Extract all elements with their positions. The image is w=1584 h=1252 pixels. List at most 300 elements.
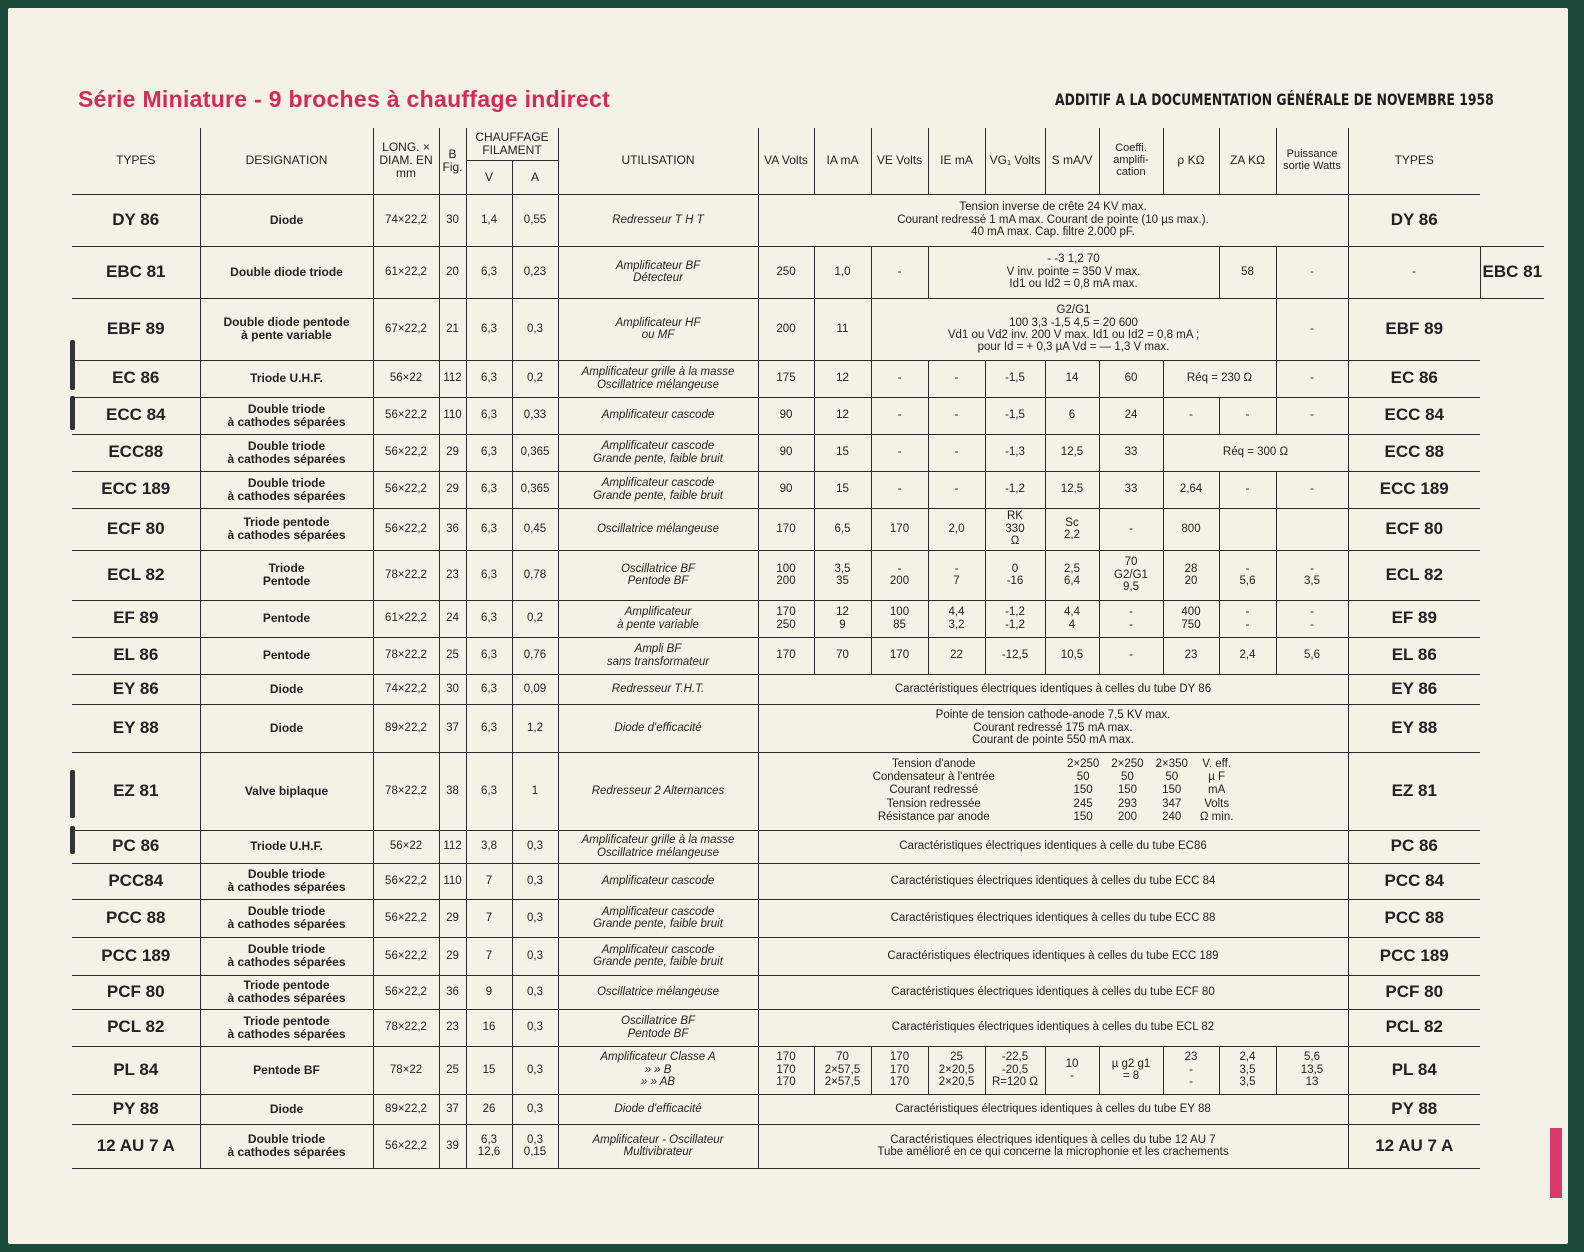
tube-type-right: PL 84 bbox=[1348, 1046, 1480, 1094]
figure: 110 bbox=[439, 397, 466, 434]
figure: 23 bbox=[439, 1009, 466, 1046]
ia: 3,5 35 bbox=[814, 550, 871, 600]
dimensions: 56×22,2 bbox=[373, 508, 439, 550]
rho: 58 bbox=[1219, 246, 1276, 298]
utilisation: Amplificateur - Oscillateur Multivibrateur bbox=[558, 1124, 758, 1168]
coefficient: 60 bbox=[1099, 360, 1163, 397]
designation: Triode U.H.F. bbox=[200, 360, 373, 397]
figure: 112 bbox=[439, 360, 466, 397]
dimensions: 61×22,2 bbox=[373, 246, 439, 298]
ie: - bbox=[928, 397, 985, 434]
coefficient: - bbox=[1099, 508, 1163, 550]
ia: 12 bbox=[814, 397, 871, 434]
dimensions: 89×22,2 bbox=[373, 704, 439, 752]
filament-current: 0,3 bbox=[512, 1094, 558, 1124]
ia: 6,5 bbox=[814, 508, 871, 550]
designation: Diode bbox=[200, 1094, 373, 1124]
ia: 70 2×57,5 2×57,5 bbox=[814, 1046, 871, 1094]
table-row bbox=[72, 434, 1544, 471]
designation: Double triode à cathodes séparées bbox=[200, 471, 373, 508]
dimensions: 78×22,2 bbox=[373, 1009, 439, 1046]
tube-type: EC 86 bbox=[72, 360, 200, 397]
za: - - bbox=[1219, 600, 1276, 637]
filament-current: 0,3 bbox=[512, 1046, 558, 1094]
tube-type: DY 86 bbox=[72, 194, 200, 246]
table-row bbox=[72, 937, 1544, 975]
characteristics-note: Caractéristiques électriques identiques à celles du tube DY 86 bbox=[758, 674, 1348, 704]
header-ia: IA mA bbox=[814, 128, 871, 194]
filament-voltage: 9 bbox=[466, 975, 512, 1009]
characteristics-note: Caractéristiques électriques identiques à celles du tube ECF 80 bbox=[758, 975, 1348, 1009]
tube-type: PCC84 bbox=[72, 863, 200, 899]
tube-type-right: ECC 84 bbox=[1348, 397, 1480, 434]
equivalent-resistance: Réq = 230 Ω bbox=[1163, 360, 1276, 397]
designation: Triode pentode à cathodes séparées bbox=[200, 975, 373, 1009]
ez81-characteristics bbox=[758, 752, 1348, 830]
figure: 29 bbox=[439, 937, 466, 975]
filament-current: 0,3 bbox=[512, 899, 558, 937]
dimensions: 78×22 bbox=[373, 1046, 439, 1094]
rho: 2,64 bbox=[1163, 471, 1219, 508]
table-row bbox=[72, 550, 1544, 600]
filament-voltage: 6,3 bbox=[466, 637, 512, 674]
designation: Double diode triode bbox=[200, 246, 373, 298]
header-s: S mA/V bbox=[1045, 128, 1099, 194]
tube-type: PCC 88 bbox=[72, 899, 200, 937]
dimensions: 56×22 bbox=[373, 360, 439, 397]
table-row bbox=[72, 863, 1544, 899]
va: 200 bbox=[758, 298, 814, 360]
designation: Diode bbox=[200, 194, 373, 246]
table-row bbox=[72, 1046, 1544, 1094]
slope: 10 - bbox=[1045, 1046, 1099, 1094]
tube-type-right: PCF 80 bbox=[1348, 975, 1480, 1009]
header-types: TYPES bbox=[72, 128, 200, 194]
figure: 30 bbox=[439, 674, 466, 704]
tube-type: PCC 189 bbox=[72, 937, 200, 975]
tube-type: EZ 81 bbox=[72, 752, 200, 830]
slope: 10,5 bbox=[1045, 637, 1099, 674]
designation: Double triode à cathodes séparées bbox=[200, 937, 373, 975]
combined-characteristics: - -3 1,2 70 V inv. pointe = 350 V max. Id1 ou Id2 = 0,8 mA max. bbox=[928, 246, 1219, 298]
utilisation: Diode d'efficacité bbox=[558, 1094, 758, 1124]
utilisation: Amplificateur cascode Grande pente, faible bruit bbox=[558, 434, 758, 471]
vg1: -12,5 bbox=[985, 637, 1045, 674]
dimensions: 78×22,2 bbox=[373, 637, 439, 674]
filament-current: 0,3 bbox=[512, 298, 558, 360]
tube-type: PC 86 bbox=[72, 830, 200, 863]
va: 250 bbox=[758, 246, 814, 298]
designation: Double triode à cathodes séparées bbox=[200, 899, 373, 937]
ia: 11 bbox=[814, 298, 871, 360]
designation: Diode bbox=[200, 674, 373, 704]
filament-voltage: 3,8 bbox=[466, 830, 512, 863]
tube-type-right: EF 89 bbox=[1348, 600, 1480, 637]
rho: 28 20 bbox=[1163, 550, 1219, 600]
dimensions: 56×22,2 bbox=[373, 434, 439, 471]
table-row bbox=[72, 600, 1544, 637]
utilisation: Amplificateur cascode bbox=[558, 397, 758, 434]
coefficient: - - bbox=[1099, 600, 1163, 637]
tube-type-right: ECL 82 bbox=[1348, 550, 1480, 600]
designation: Triode pentode à cathodes séparées bbox=[200, 508, 373, 550]
ez-units: V. eff. µ F mA Volts Ω min. bbox=[1199, 757, 1234, 823]
filament-voltage: 6,3 bbox=[466, 434, 512, 471]
ie: - 7 bbox=[928, 550, 985, 600]
filament-current: 0,23 bbox=[512, 246, 558, 298]
rho: - bbox=[1163, 397, 1219, 434]
ve: - bbox=[871, 360, 928, 397]
tube-table bbox=[72, 128, 1544, 1169]
va: 170 170 170 bbox=[758, 1046, 814, 1094]
figure: 20 bbox=[439, 246, 466, 298]
filament-voltage: 6,3 bbox=[466, 246, 512, 298]
tube-type-right: EBC 81 bbox=[1480, 246, 1544, 298]
ve: - bbox=[871, 471, 928, 508]
figure: 25 bbox=[439, 637, 466, 674]
dimensions: 56×22,2 bbox=[373, 1124, 439, 1168]
header-utilisation: UTILISATION bbox=[558, 128, 758, 194]
rho: 23 bbox=[1163, 637, 1219, 674]
figure: 39 bbox=[439, 1124, 466, 1168]
table-row bbox=[72, 637, 1544, 674]
za: - bbox=[1276, 246, 1348, 298]
power: 5,6 13,5 13 bbox=[1276, 1046, 1348, 1094]
filament-voltage: 6,3 bbox=[466, 550, 512, 600]
tube-type: EBC 81 bbox=[72, 246, 200, 298]
table-row bbox=[72, 975, 1544, 1009]
ia: 70 bbox=[814, 637, 871, 674]
power: - - bbox=[1276, 600, 1348, 637]
rho: 23 - - bbox=[1163, 1046, 1219, 1094]
ia: 12 bbox=[814, 360, 871, 397]
utilisation: Amplificateur Classe A » » B » » AB bbox=[558, 1046, 758, 1094]
tube-type-right: DY 86 bbox=[1348, 194, 1480, 246]
designation: Triode pentode à cathodes séparées bbox=[200, 1009, 373, 1046]
header-p: ρ KΩ bbox=[1163, 128, 1219, 194]
ve: - bbox=[871, 397, 928, 434]
characteristics-note: Tension inverse de crête 24 KV max. Courant redressé 1 mA max. Courant de pointe (10 µs max.). 40 mA max. Cap. filtre 2.000 pF. bbox=[758, 194, 1348, 246]
filament-current: 0,33 bbox=[512, 397, 558, 434]
characteristics-note: Caractéristiques électriques identiques à celles du tube ECC 88 bbox=[758, 899, 1348, 937]
tube-type: ECC 189 bbox=[72, 471, 200, 508]
figure: 36 bbox=[439, 508, 466, 550]
dimensions: 56×22,2 bbox=[373, 975, 439, 1009]
ve: 170 170 170 bbox=[871, 1046, 928, 1094]
dimensions: 89×22,2 bbox=[373, 1094, 439, 1124]
filament-voltage: 6,3 bbox=[466, 674, 512, 704]
za bbox=[1219, 508, 1276, 550]
filament-voltage: 6,3 bbox=[466, 752, 512, 830]
tube-type-right: PC 86 bbox=[1348, 830, 1480, 863]
ie: 2,0 bbox=[928, 508, 985, 550]
za: - 5,6 bbox=[1219, 550, 1276, 600]
dimensions: 56×22,2 bbox=[373, 471, 439, 508]
figure: 23 bbox=[439, 550, 466, 600]
vg1: 0 -16 bbox=[985, 550, 1045, 600]
filament-voltage: 15 bbox=[466, 1046, 512, 1094]
filament-voltage: 7 bbox=[466, 863, 512, 899]
table-row bbox=[72, 298, 1544, 360]
designation: Double triode à cathodes séparées bbox=[200, 863, 373, 899]
ez-col-1: 2×250 50 150 245 150 bbox=[1066, 757, 1100, 823]
table-row bbox=[72, 1094, 1544, 1124]
utilisation: Oscillatrice mélangeuse bbox=[558, 975, 758, 1009]
table-row bbox=[72, 360, 1544, 397]
tube-type: PCF 80 bbox=[72, 975, 200, 1009]
tube-type: ECL 82 bbox=[72, 550, 200, 600]
header-puissance: Puissance sortie Watts bbox=[1276, 128, 1348, 194]
tube-type-right: PCC 189 bbox=[1348, 937, 1480, 975]
ie: - bbox=[928, 360, 985, 397]
dimensions: 61×22,2 bbox=[373, 600, 439, 637]
dimensions: 78×22,2 bbox=[373, 550, 439, 600]
header-va: VA Volts bbox=[758, 128, 814, 194]
utilisation: Amplificateur cascode bbox=[558, 863, 758, 899]
header-za: ZA KΩ bbox=[1219, 128, 1276, 194]
coefficient: µ g2 g1 = 8 bbox=[1099, 1046, 1163, 1094]
tube-type-right: PCC 84 bbox=[1348, 863, 1480, 899]
ve: 170 bbox=[871, 637, 928, 674]
power: - bbox=[1276, 298, 1348, 360]
dimensions: 74×22,2 bbox=[373, 674, 439, 704]
filament-voltage: 7 bbox=[466, 899, 512, 937]
figure: 37 bbox=[439, 1094, 466, 1124]
table-row bbox=[72, 1124, 1544, 1168]
ia: 1,0 bbox=[814, 246, 871, 298]
za: - bbox=[1219, 471, 1276, 508]
ez-col-3: 2×350 50 150 347 240 bbox=[1155, 757, 1188, 823]
utilisation: Diode d'efficacité bbox=[558, 704, 758, 752]
tube-type-right: ECC 189 bbox=[1348, 471, 1480, 508]
va: 90 bbox=[758, 471, 814, 508]
filament-voltage: 16 bbox=[466, 1009, 512, 1046]
ia: 15 bbox=[814, 434, 871, 471]
ia: 15 bbox=[814, 471, 871, 508]
vg1: -1,2 bbox=[985, 471, 1045, 508]
header-chauffage: CHAUFFAGE FILAMENT bbox=[466, 128, 558, 160]
table-row bbox=[72, 1009, 1544, 1046]
vg1: RK 330 Ω bbox=[985, 508, 1045, 550]
filament-voltage: 6,3 bbox=[466, 600, 512, 637]
slope: 12,5 bbox=[1045, 471, 1099, 508]
va: 90 bbox=[758, 397, 814, 434]
za: 2,4 bbox=[1219, 637, 1276, 674]
page-title: Série Miniature - 9 broches à chauffage indirect bbox=[78, 86, 611, 112]
tube-type: EBF 89 bbox=[72, 298, 200, 360]
tube-type: 12 AU 7 A bbox=[72, 1124, 200, 1168]
table-row bbox=[72, 246, 1544, 298]
table-row bbox=[72, 194, 1544, 246]
filament-current: 0,45 bbox=[512, 508, 558, 550]
va: 170 bbox=[758, 637, 814, 674]
header-ie: IE mA bbox=[928, 128, 985, 194]
dimensions: 74×22,2 bbox=[373, 194, 439, 246]
designation: Double triode à cathodes séparées bbox=[200, 434, 373, 471]
filament-current: 0,76 bbox=[512, 637, 558, 674]
table-row bbox=[72, 508, 1544, 550]
filament-voltage: 6,3 bbox=[466, 704, 512, 752]
table-row bbox=[72, 830, 1544, 863]
designation: Triode U.H.F. bbox=[200, 830, 373, 863]
coefficient: 24 bbox=[1099, 397, 1163, 434]
filament-voltage: 6,3 bbox=[466, 471, 512, 508]
coefficient: - bbox=[1099, 637, 1163, 674]
filament-voltage: 6,3 12,6 bbox=[466, 1124, 512, 1168]
va: 170 bbox=[758, 508, 814, 550]
filament-voltage: 6,3 bbox=[466, 397, 512, 434]
utilisation: Amplificateur BF Détecteur bbox=[558, 246, 758, 298]
power: - bbox=[1276, 471, 1348, 508]
header-vg: VG₁ Volts bbox=[985, 128, 1045, 194]
characteristics-note: Caractéristiques électriques identiques à celles du tube ECC 84 bbox=[758, 863, 1348, 899]
tube-type-right: ECC 88 bbox=[1348, 434, 1480, 471]
utilisation: Ampli BF sans transformateur bbox=[558, 637, 758, 674]
slope: 2,5 6,4 bbox=[1045, 550, 1099, 600]
figure: 36 bbox=[439, 975, 466, 1009]
figure: 30 bbox=[439, 194, 466, 246]
slope: 6 bbox=[1045, 397, 1099, 434]
dimensions: 56×22,2 bbox=[373, 863, 439, 899]
za: - bbox=[1219, 397, 1276, 434]
power: - bbox=[1276, 397, 1348, 434]
slope: 14 bbox=[1045, 360, 1099, 397]
designation: Pentode bbox=[200, 600, 373, 637]
filament-current: 0,78 bbox=[512, 550, 558, 600]
dimensions: 56×22 bbox=[373, 830, 439, 863]
tube-type: EL 86 bbox=[72, 637, 200, 674]
utilisation: Amplificateur cascode Grande pente, faible bruit bbox=[558, 899, 758, 937]
filament-current: 0,2 bbox=[512, 360, 558, 397]
designation: Triode Pentode bbox=[200, 550, 373, 600]
ia: 12 9 bbox=[814, 600, 871, 637]
va: 175 bbox=[758, 360, 814, 397]
page-subtitle: ADDITIF A LA DOCUMENTATION GÉNÉRALE DE NOVEMBRE 1958 bbox=[1055, 90, 1494, 109]
tube-type-right: EZ 81 bbox=[1348, 752, 1480, 830]
designation: Pentode BF bbox=[200, 1046, 373, 1094]
tube-type: PY 88 bbox=[72, 1094, 200, 1124]
characteristics-note: Pointe de tension cathode-anode 7,5 KV max. Courant redressé 175 mA max. Courant de pointe 550 mA max. bbox=[758, 704, 1348, 752]
dimensions: 78×22,2 bbox=[373, 752, 439, 830]
dimensions: 56×22,2 bbox=[373, 899, 439, 937]
characteristics-note: Caractéristiques électriques identiques à celles du tube EY 88 bbox=[758, 1094, 1348, 1124]
tube-type-right: EY 88 bbox=[1348, 704, 1480, 752]
ie: 4,4 3,2 bbox=[928, 600, 985, 637]
filament-current: 0,3 bbox=[512, 937, 558, 975]
ie: 22 bbox=[928, 637, 985, 674]
designation: Pentode bbox=[200, 637, 373, 674]
tube-type: ECC 84 bbox=[72, 397, 200, 434]
vg1: -22,5 -20,5 R=120 Ω bbox=[985, 1046, 1045, 1094]
tube-type: EF 89 bbox=[72, 600, 200, 637]
figure: 112 bbox=[439, 830, 466, 863]
designation: Double triode à cathodes séparées bbox=[200, 397, 373, 434]
table-row bbox=[72, 899, 1544, 937]
va: 90 bbox=[758, 434, 814, 471]
filament-current: 0,365 bbox=[512, 471, 558, 508]
figure: 24 bbox=[439, 600, 466, 637]
slope: 12,5 bbox=[1045, 434, 1099, 471]
table-row bbox=[72, 674, 1544, 704]
characteristics-note: Caractéristiques électriques identiques à celles du tube 12 AU 7 Tube amélioré en ce qui concerne la microphonie et les crachements bbox=[758, 1124, 1348, 1168]
power: - bbox=[1348, 246, 1480, 298]
header-v: V bbox=[466, 160, 512, 194]
utilisation: Oscillatrice mélangeuse bbox=[558, 508, 758, 550]
combined-characteristics: G2/G1 100 3,3 -1,5 4,5 = 20 600 Vd1 ou Vd2 inv. 200 V max. Id1 ou Id2 = 0,8 mA ; pour Id = + 0,3 µA Vd = — 1,3 V max. bbox=[871, 298, 1276, 360]
va: 100 200 bbox=[758, 550, 814, 600]
coefficient: 70 G2/G1 9,5 bbox=[1099, 550, 1163, 600]
filament-current: 0,09 bbox=[512, 674, 558, 704]
table-row bbox=[72, 752, 1544, 830]
utilisation: Oscillatrice BF Pentode BF bbox=[558, 550, 758, 600]
filament-current: 1,2 bbox=[512, 704, 558, 752]
utilisation: Amplificateur HF ou MF bbox=[558, 298, 758, 360]
filament-voltage: 7 bbox=[466, 937, 512, 975]
dimensions: 56×22,2 bbox=[373, 937, 439, 975]
figure: 29 bbox=[439, 899, 466, 937]
va: 170 250 bbox=[758, 600, 814, 637]
ve: - bbox=[871, 246, 928, 298]
power: - 3,5 bbox=[1276, 550, 1348, 600]
characteristics-note: Caractéristiques électriques identiques à celles du tube ECL 82 bbox=[758, 1009, 1348, 1046]
filament-voltage: 6,3 bbox=[466, 298, 512, 360]
tube-type-right: PCC 88 bbox=[1348, 899, 1480, 937]
figure: 110 bbox=[439, 863, 466, 899]
header-types-right: TYPES bbox=[1348, 128, 1480, 194]
utilisation: Amplificateur grille à la masse Oscillatrice mélangeuse bbox=[558, 360, 758, 397]
filament-voltage: 6,3 bbox=[466, 508, 512, 550]
tube-type: PL 84 bbox=[72, 1046, 200, 1094]
ie: 25 2×20,5 2×20,5 bbox=[928, 1046, 985, 1094]
tube-type: EY 86 bbox=[72, 674, 200, 704]
tube-type-right: PY 88 bbox=[1348, 1094, 1480, 1124]
designation: Diode bbox=[200, 704, 373, 752]
header-designation: DESIGNATION bbox=[200, 128, 373, 194]
utilisation: Redresseur 2 Alternances bbox=[558, 752, 758, 830]
tube-type-right: EL 86 bbox=[1348, 637, 1480, 674]
vg1: -1,3 bbox=[985, 434, 1045, 471]
ve: 170 bbox=[871, 508, 928, 550]
power bbox=[1276, 508, 1348, 550]
utilisation: Amplificateur à pente variable bbox=[558, 600, 758, 637]
filament-current: 1 bbox=[512, 752, 558, 830]
power: - bbox=[1276, 360, 1348, 397]
header-dims: LONG. × DIAM. EN mm bbox=[373, 128, 439, 194]
ve: - 200 bbox=[871, 550, 928, 600]
header-a: A bbox=[512, 160, 558, 194]
ve: 100 85 bbox=[871, 600, 928, 637]
rho: 800 bbox=[1163, 508, 1219, 550]
designation: Double triode à cathodes séparées bbox=[200, 1124, 373, 1168]
tube-type: ECC88 bbox=[72, 434, 200, 471]
filament-current: 0,3 bbox=[512, 975, 558, 1009]
figure: 38 bbox=[439, 752, 466, 830]
ie: - bbox=[928, 471, 985, 508]
utilisation: Amplificateur grille à la masse Oscillatrice mélangeuse bbox=[558, 830, 758, 863]
vg1: -1,5 bbox=[985, 360, 1045, 397]
header-ve: VE Volts bbox=[871, 128, 928, 194]
slope: 4,4 4 bbox=[1045, 600, 1099, 637]
filament-voltage: 6,3 bbox=[466, 360, 512, 397]
power: 5,6 bbox=[1276, 637, 1348, 674]
tube-type-right: EY 86 bbox=[1348, 674, 1480, 704]
utilisation: Amplificateur cascode Grande pente, faible bruit bbox=[558, 471, 758, 508]
equivalent-resistance: Réq = 300 Ω bbox=[1163, 434, 1348, 471]
filament-current: 0,3 bbox=[512, 863, 558, 899]
figure: 37 bbox=[439, 704, 466, 752]
tube-type-right: PCL 82 bbox=[1348, 1009, 1480, 1046]
vg1: -1,2 -1,2 bbox=[985, 600, 1045, 637]
